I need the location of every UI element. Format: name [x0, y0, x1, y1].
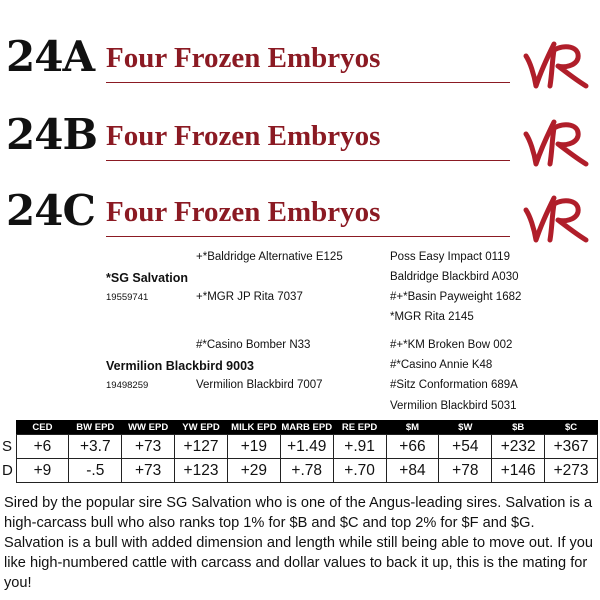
lot-title: Four Frozen Embryos: [106, 196, 381, 228]
epd-cell: +19: [227, 435, 280, 459]
epd-cell: +273: [545, 459, 598, 483]
epd-cell: +123: [175, 459, 228, 483]
epd-cell: +367: [545, 435, 598, 459]
sire-ds: #+*Basin Payweight 1682: [390, 291, 522, 303]
dam-name: Vermilion Blackbird 9003: [106, 359, 254, 373]
epd-corner: [0, 420, 16, 435]
epd-header: MARB EPD: [281, 421, 333, 433]
sire-ss: Poss Easy Impact 0119: [390, 251, 510, 263]
sire-reg: 19559741: [106, 292, 149, 303]
epd-cell: +127: [175, 435, 228, 459]
epd-cell: +73: [122, 435, 175, 459]
epd-header: CED: [16, 420, 69, 435]
epd-row-dam: [0, 459, 598, 483]
epd-header: $B: [492, 420, 545, 435]
epd-header: WW EPD: [122, 420, 175, 435]
lot-number: 24C: [6, 186, 95, 235]
sire-name: *SG Salvation: [106, 271, 188, 285]
epd-cell: +6: [16, 435, 69, 459]
epd-header: BW EPD: [69, 420, 122, 435]
dam-ss: #+*KM Broken Bow 002: [390, 339, 513, 351]
lot-number: 24B: [6, 110, 97, 159]
epd-cell: +.70: [333, 459, 386, 483]
dam-reg: 19498259: [106, 380, 149, 391]
epd-cell: +66: [386, 435, 439, 459]
lot-number: 24A: [6, 32, 95, 81]
vr-logo-icon: [520, 114, 592, 174]
epd-cell: +78: [439, 459, 492, 483]
epd-header: $C: [545, 420, 598, 435]
sire-dd: *MGR Rita 2145: [390, 311, 474, 323]
epd-row-label: S: [2, 438, 13, 455]
sire-dam: +*MGR JP Rita 7037: [196, 291, 303, 303]
lot-24a: [0, 32, 600, 114]
epd-cell: +1.49: [280, 435, 333, 459]
epd-table: [0, 420, 598, 483]
epd-cell: +9: [16, 459, 69, 483]
epd-cell: +54: [439, 435, 492, 459]
epd-row-label: D: [2, 462, 13, 479]
lot-title: Four Frozen Embryos: [106, 120, 381, 152]
epd-header: $W: [439, 420, 492, 435]
epd-row-sire: [0, 435, 598, 459]
dam-sire: #*Casino Bomber N33: [196, 339, 311, 351]
epd-cell: +232: [492, 435, 545, 459]
dam-dam: Vermilion Blackbird 7007: [196, 379, 323, 391]
epd-header: MILK EPD: [227, 420, 280, 435]
dam-ds: #Sitz Conformation 689A: [390, 379, 518, 391]
epd-cell: +.91: [333, 435, 386, 459]
sire-sire: +*Baldridge Alternative E125: [196, 251, 343, 263]
epd-cell: +146: [492, 459, 545, 483]
vr-logo-icon: [520, 190, 592, 250]
epd-cell: +73: [122, 459, 175, 483]
epd-cell: -.5: [69, 459, 122, 483]
epd-cell: +29: [227, 459, 280, 483]
epd-header: $M: [386, 420, 439, 435]
dam-dd: Vermilion Blackbird 5031: [390, 400, 517, 412]
divider: [106, 160, 510, 161]
epd-header: RE EPD: [333, 420, 386, 435]
epd-cell: +.78: [280, 459, 333, 483]
epd-header-row: [0, 420, 598, 435]
epd-cell: +84: [386, 459, 439, 483]
sire-sd: Baldridge Blackbird A030: [390, 271, 519, 283]
lot-description: Sired by the popular sire SG Salvation who is one of the Angus-leading sires. Salvation is a high-carcass bull who also ranks top 1% for $B and $C and top 2% for $F and $G. Salvation is a bull with added dimension and length while still being able to move out. If you like high-numbered cattle with carcass and dollar values to back it up, this is the mating for you!: [4, 495, 593, 591]
divider: [106, 82, 510, 83]
lot-title: Four Frozen Embryos: [106, 42, 381, 74]
epd-header: YW EPD: [175, 420, 228, 435]
divider: [106, 236, 510, 237]
vr-logo-icon: [520, 36, 592, 96]
dam-sd: #*Casino Annie K48: [390, 359, 493, 371]
epd-cell: +3.7: [69, 435, 122, 459]
lot-24b: [0, 110, 600, 192]
